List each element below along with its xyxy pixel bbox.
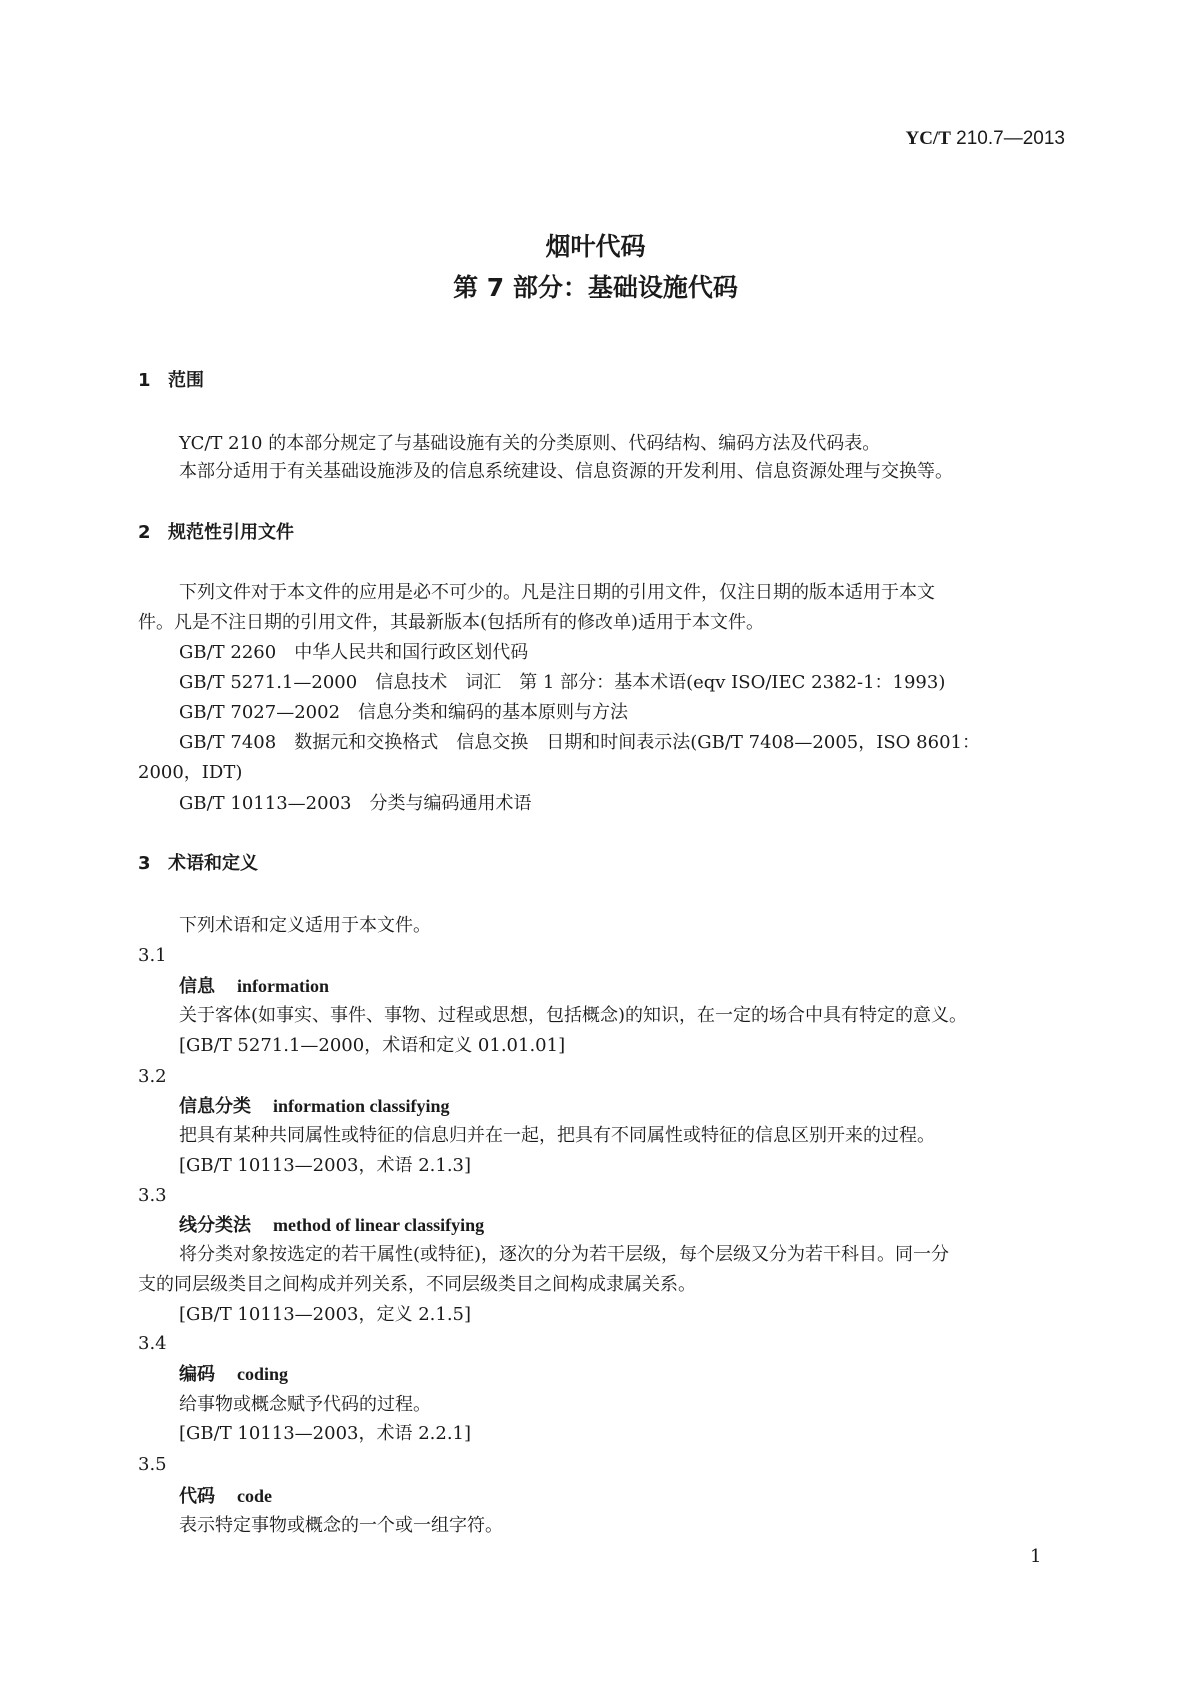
reference-item: GB/T 2260 中华人民共和国行政区划代码 — [179, 642, 529, 663]
paragraph: 下列文件对于本文件的应用是必不可少的。凡是注日期的引用文件，仅注日期的版本适用于本文 — [179, 582, 935, 603]
term-definition: 关于客体(如事实、事件、事物、过程或思想，包括概念)的知识，在一定的场合中具有特定的意义。 — [179, 1005, 968, 1026]
term-number: 3.2 — [138, 1066, 167, 1087]
term-definition: 将分类对象按选定的若干属性(或特征)，逐次的分为若干层级，每个层级又分为若干科目。同一分 — [179, 1244, 950, 1265]
term-definition-cont: 支的同层级类目之间构成并列关系，不同层级类目之间构成隶属关系。 — [138, 1274, 696, 1295]
term-number: 3.4 — [138, 1333, 167, 1354]
section-heading: 1 范围 — [138, 370, 204, 391]
reference-item-cont: 2000，IDT) — [138, 762, 243, 783]
term-number: 3.5 — [138, 1454, 167, 1475]
term-number: 3.1 — [138, 945, 167, 966]
term-title: 信息分类 information classifying — [179, 1096, 450, 1117]
term-source: [GB/T 5271.1—2000，术语和定义 01.01.01] — [179, 1035, 566, 1056]
term-title: 线分类法 method of linear classifying — [179, 1215, 485, 1236]
paragraph: YC/T 210 的本部分规定了与基础设施有关的分类原则、代码结构、编码方法及代码表。 — [179, 433, 881, 454]
reference-item: GB/T 7027—2002 信息分类和编码的基本原则与方法 — [179, 702, 629, 723]
term-number: 3.3 — [138, 1185, 167, 1206]
doc-title: 烟叶代码 — [545, 232, 646, 261]
section-heading: 2 规范性引用文件 — [138, 522, 294, 543]
term-source: [GB/T 10113—2003，术语 2.1.3] — [179, 1155, 472, 1176]
term-source: [GB/T 10113—2003，定义 2.1.5] — [179, 1304, 472, 1325]
code-number: 210.7—2013 — [956, 128, 1065, 149]
code-prefix: YC/T — [905, 128, 951, 149]
term-title: 编码 coding — [179, 1364, 289, 1385]
term-title: 代码 code — [179, 1486, 272, 1507]
reference-item: GB/T 5271.1—2000 信息技术 词汇 第 1 部分：基本术语(eqv ISO/IEC 2382-1：1993) — [179, 672, 946, 693]
section-heading: 3 术语和定义 — [138, 853, 258, 874]
standard-code — [905, 128, 1065, 150]
term-source: [GB/T 10113—2003，术语 2.2.1] — [179, 1423, 472, 1444]
page-number: 1 — [1030, 1546, 1042, 1567]
term-definition: 给事物或概念赋予代码的过程。 — [179, 1394, 431, 1415]
paragraph: 本部分适用于有关基础设施涉及的信息系统建设、信息资源的开发利用、信息资源处理与交换等。 — [179, 461, 953, 482]
term-definition: 把具有某种共同属性或特征的信息归并在一起，把具有不同属性或特征的信息区别开来的过程。 — [179, 1125, 935, 1146]
term-title: 信息 information — [179, 976, 329, 997]
reference-item: GB/T 10113—2003 分类与编码通用术语 — [179, 793, 532, 814]
doc-subtitle: 第 7 部分：基础设施代码 — [453, 273, 738, 302]
term-definition: 表示特定事物或概念的一个或一组字符。 — [179, 1515, 503, 1536]
reference-item: GB/T 7408 数据元和交换格式 信息交换 日期和时间表示法(GB/T 7408—2005，ISO 8601： — [179, 732, 980, 753]
paragraph: 件。凡是不注日期的引用文件，其最新版本(包括所有的修改单)适用于本文件。 — [138, 612, 765, 633]
paragraph: 下列术语和定义适用于本文件。 — [179, 915, 431, 936]
